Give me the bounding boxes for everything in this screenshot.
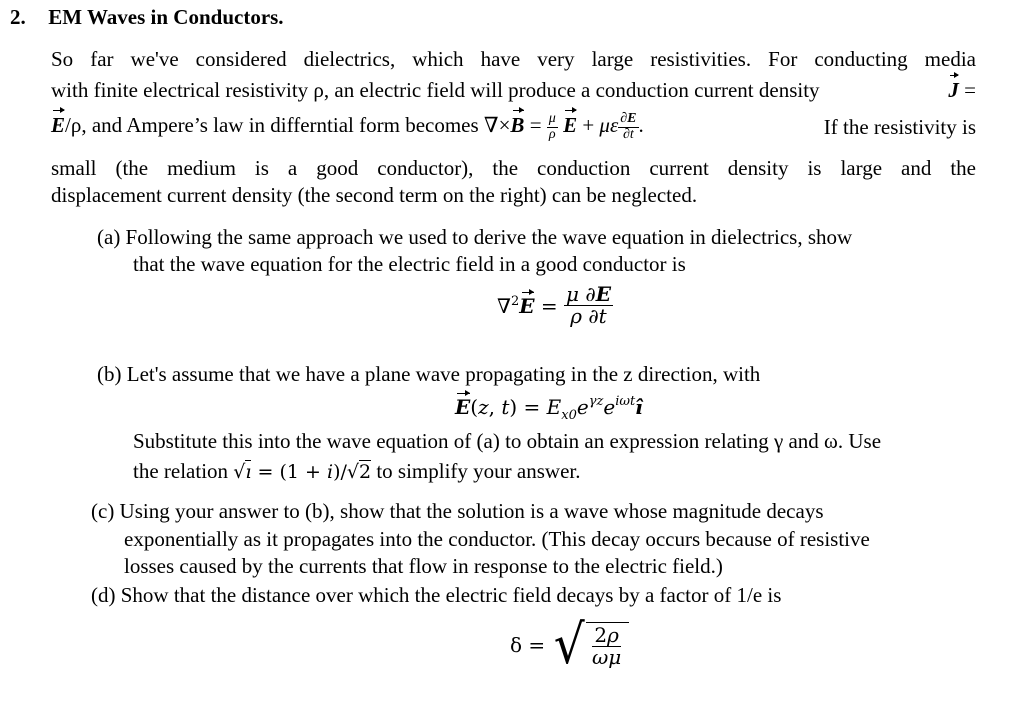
intro-line-5: displacement current density (the second term on the right) can be neglected.	[51, 183, 698, 207]
part-a-line-1: (a) Following the same approach we used to derive the wave equation in dielectrics, show	[97, 225, 853, 249]
problem-number: 2.	[10, 5, 26, 29]
mu-over-rho-fraction: $\frac{\mu}{\rho}$	[548, 111, 556, 142]
part-c-line-2: exponentially as it propagates into the conductor. (This decay occurs because of resistive	[124, 527, 870, 551]
intro-line-3-text: /ρ, and Ampere’s law in differntial form becomes ∇×	[65, 113, 511, 137]
problem-heading	[10, 4, 284, 30]
plane-wave-expression: E(z, $t) = E_{x0}e^{\gamma z}e^{i\omega t}î$	[455, 394, 643, 423]
equals-sign: =	[964, 78, 976, 102]
part-b-line-3-end: to simplify your answer.	[376, 459, 581, 483]
intro-line-1: So far we've considered dielectrics, which have very large resistivities. For conducting media	[51, 47, 976, 71]
vector-e: E	[563, 113, 578, 137]
vector-e: E	[455, 395, 471, 419]
skin-depth-fraction: $\frac{2\rho}{\omega\mu}$	[591, 623, 622, 669]
intro-line-3	[51, 112, 976, 142]
vector-b: B	[510, 113, 525, 137]
sqrt-expression: √ $\frac{2\rho}{\omega\mu}$	[552, 618, 630, 672]
part-c-line-1: (c) Using your answer to (b), show that the solution is a wave whose magnitude decays	[91, 499, 824, 523]
part-b-line-2: Substitute this into the wave equation of (a) to obtain an expression relating γ and ω. Use	[133, 429, 882, 453]
part-b-line-1: (b) Let's assume that we have a plane wave propagating in the z direction, with	[97, 362, 761, 386]
intro-line-2-text: with finite electrical resistivity ρ, an electric field will produce a conduction current density	[51, 78, 820, 102]
ampere-law-expr: E/ρ, and Ampere’s law in differntial form becomes ∇×B = $\frac{\mu}{\rho}$ E + με $\frac{\partial E}{\partial t}$ .	[51, 111, 644, 142]
intro-line-2	[51, 77, 976, 103]
wave-eq-fraction: $\frac{\mu \partial E}{\rho \partial t}$	[565, 282, 611, 328]
wave-equation-conductor: ∇$^2$E = $\frac{\mu \partial E}{\rho \partial t}$	[497, 282, 611, 328]
current-density-expr	[943, 77, 976, 103]
part-b-line-3-start: the relation	[133, 459, 229, 483]
intro-line-4: small (the medium is a good conductor), the conduction current density is large and the	[51, 156, 976, 180]
sqrt-i-relation: √ı = (1 + i)/√2	[233, 461, 372, 483]
vector-e: E	[519, 293, 535, 318]
part-d-line-1: (d) Show that the distance over which the electric field decays by a factor of 1/e is	[91, 583, 782, 607]
dE-dt-fraction: $\frac{\partial E}{\partial t}$	[620, 111, 637, 142]
part-a-line-2: that the wave equation for the electric field in a good conductor is	[133, 252, 686, 276]
problem-title: EM Waves in Conductors.	[48, 5, 284, 29]
vector-e: E	[51, 113, 66, 137]
vector-j: J	[948, 78, 959, 102]
part-b-line-3	[133, 458, 580, 485]
intro-line-3-text-right: If the resistivity is	[823, 115, 976, 140]
part-c-line-3: losses caused by the currents that flow in response to the electric field.)	[124, 554, 723, 578]
skin-depth-equation: δ = √ $\frac{2\rho}{\omega\mu}$	[510, 618, 629, 672]
